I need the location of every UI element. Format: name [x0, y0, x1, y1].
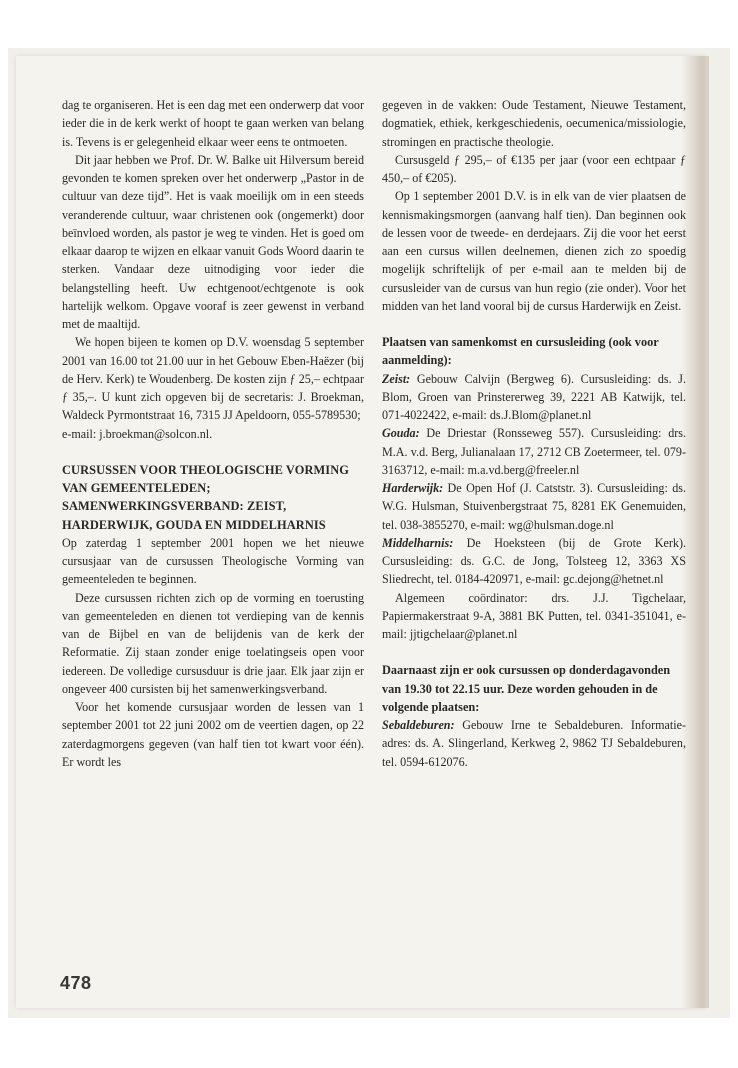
location-text: De Driestar (Ronsseweg 557). Cursusleiding: drs. M.A. v.d. Berg, Julianalaan 17, 2712 CB Zoetermeer, tel. 079-3163712, e-mail: m.a.vd.berg@freeler.nl — [382, 426, 686, 477]
paragraph: gegeven in de vakken: Oude Testament, Nieuwe Testament, dogmatiek, ethiek, kerkgeschiedenis, oecumenica/missiologie, stromingen en practische theologie. — [382, 98, 686, 149]
location-label: Middelharnis: — [382, 535, 454, 550]
location-label: Zeist: — [382, 371, 411, 386]
paragraph: Deze cursussen richten zich op de vorming en toerusting van gemeenteleden en dienen tot verdieping van de kennis van de Bijbel en van de belijdenis van de kerk der Reformatie. Zij staan zonder enige toelatingseis open voor iedereen. De volledige cursusduur is drie jaar. Elk jaar zijn er ongeveer 400 cursisten bij het samenwerkingsverband. — [62, 590, 364, 696]
location-text: De Hoeksteen (bij de Grote Kerk). Cursusleiding: ds. G.C. de Jong, Tolsteeg 12, 3363 XS Sliedrecht, tel. 0184-420971, e-mail: gc.dejong@hetnet.nl — [382, 535, 686, 587]
paragraph: Voor het komende cursusjaar worden de lessen van 1 september 2001 tot 22 juni 2002 om de veertien dagen, op 22 zaterdagmorgens gegeven (van half tien tot kwart voor één). Er wordt les — [62, 700, 364, 769]
location-label: Gouda: — [382, 426, 420, 441]
location-label: Harderwijk: — [382, 481, 444, 495]
location-middelharnis — [382, 534, 686, 589]
left-column — [62, 96, 364, 771]
location-label: Sebaldeburen: — [382, 718, 455, 732]
page-number: 478 — [60, 973, 92, 993]
paragraph: Op zaterdag 1 september 2001 hopen we het nieuwe cursusjaar van de cursussen Theologische Vorming van gemeenteleden te beginnen. — [62, 535, 364, 587]
location-zeist — [382, 370, 686, 425]
paragraph: dag te organiseren. Het is een dag met een onderwerp dat voor ieder die in de kerk werkt of hoopt te gaan werken van belang is. Tevens is er gelegenheid elkaar weer eens te ontmoeten. — [62, 98, 365, 149]
paragraph: Op 1 september 2001 D.V. is in elk van de vier plaatsen de kennismakingsmorgen (aanvang half tien). Dan beginnen ook de lessen voor de tweede- en derdejaars. Zij die voor het eerst aan een cursus willen deelnemen, dienen zich zo spoedig mogelijk schriftelijk of per e-mail aan te melden bij de cursusleider van de cursus van hun regio (zie onder). Voor het midden van het land vooral bij de cursus Harderwijk en Zeist. — [382, 189, 686, 313]
location-text: De Open Hof (J. Catststr. 3). Cursusleiding: ds. W.G. Hulsman, Stuivenbergstraat 75, 8281 EK Genemuiden, tel. 038-3855270, e-mail: wg@hulsman.doge.nl — [382, 481, 686, 532]
location-harderwijk — [382, 479, 686, 534]
section-heading: CURSUSSEN VOOR THEOLOGISCHE VORMING VAN GEMEENTELEDEN; SAMENWERKINGSVERBAND: ZEIST, HARDERWIJK, GOUDA EN MIDDELHARNIS — [62, 462, 350, 532]
paragraph: Dit jaar hebben we Prof. Dr. W. Balke uit Hilversum bereid gevonden te komen spreken over het onderwerp „Pastor in de cultuur van deze tijd”. Het is vaak moeilijk om in een steeds veranderende cultuur, waar christenen ook (ongemerkt) door beïnvloed worden, als pastor je weg te vinden. Het is goed om elkaar daarop te wijzen en elkaar vanuit Gods Woord daarin te sterken. Vandaar deze uitnodiging voor ieder die belangstelling heeft. Uw echtgenoot/echtgenote is ook hartelijk welkom. Opgave vooraf is zeer gewenst in verband met de maaltijd. — [62, 152, 364, 331]
coordinator: Algemeen coördinator: drs. J.J. Tigchelaar, Papiermakerstraat 9-A, 3881 BK Putten, tel. 0341-351041, e-mail: jjtigchelaar@planet.nl — [382, 590, 686, 641]
paragraph: Cursusgeld ƒ 295,– of €135 per jaar (voor een echtpaar ƒ 450,– of €205). — [382, 152, 686, 185]
location-text: Gebouw Irne te Sebaldeburen. Informatie-adres: ds. A. Slingerland, Kerkweg 2, 9862 TJ Sebaldeburen, tel. 0594-612076. — [382, 718, 686, 769]
paragraph: We hopen bijeen te komen op D.V. woensdag 5 september 2001 van 16.00 tot 21.00 uur in het Gebouw Eben-Haëzer (bij de Herv. Kerk) te Woudenberg. De kosten zijn ƒ 25,– echtpaar ƒ 35,–. U kunt zich opgeven bij de secretaris: J. Broekman, Waldeck Pyrmontstraat 16, 7315 JJ Apeldoorn, 055-5789530; — [62, 335, 364, 423]
locations-heading: Plaatsen van samenkomst en cursusleiding (ook voor aanmelding): — [382, 335, 659, 368]
right-column — [382, 96, 686, 771]
location-text: Gebouw Calvijn (Bergweg 6). Cursusleiding: ds. J. Blom, Groen van Prinstererweg 39, 2221 AB Katwijk, tel. 071-4022422, e-mail: ds.J.Blom@planet.nl — [382, 371, 686, 422]
location-gouda — [382, 424, 686, 479]
location-sebaldeburen — [382, 716, 686, 771]
evening-courses-heading: Daarnaast zijn er ook cursussen op donderdagavonden van 19.30 tot 22.15 uur. Deze worden gehouden in de volgende plaatsen: — [382, 663, 671, 714]
email-line: e-mail: j.broekman@solcon.nl. — [62, 426, 213, 441]
